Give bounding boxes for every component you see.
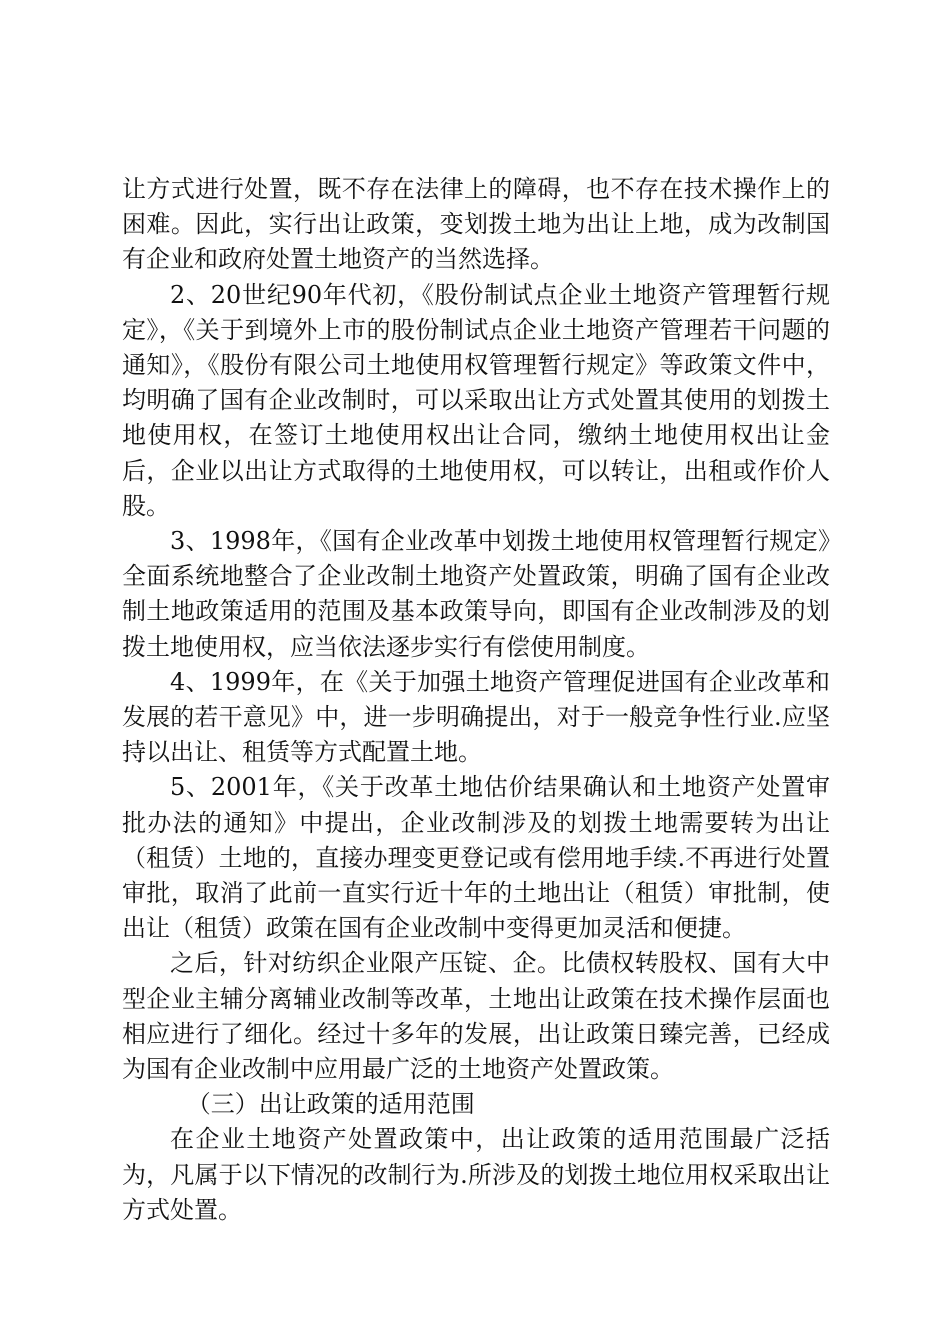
paragraph-afterwards: 之后，针对纺织企业限产压锭、企。比债权转股权、国有大中型企业主辅分离辅业改制等改革，土地出让政策在技术操作层面也相应进行了细化。经过十多年的发展，出让政策日臻完善，已经成为国有企业改制中应用最广泛的土地资产处置政策。 xyxy=(122,949,830,1084)
paragraph-item-2: 2、20世纪90年代初，《股份制试点企业土地资产管理暂行规定》，《关于到境外上市的股份制试点企业土地资产管理若干问题的通知》，《股份有限公司土地使用权管理暂行规定》等政策文件中，均明确了国有企业改制时，可以采取出让方式处置其使用的划拨土地使用权，在签订土地使用权出让合同，缴纳土地使用权出让金后，企业以出让方式取得的土地使用权，可以转让，出租或作价人股。 xyxy=(122,280,830,520)
paragraph-item-3: 3、1998年，《国有企业改革中划拨土地使用权管理暂行规定》全面系统地整合了企业改制土地资产处置政策，明确了国有企业改制土地政策适用的范围及基本政策导向，即国有企业改制涉及的划拨土地使用权，应当依法逐步实行有偿使用制度。 xyxy=(122,527,830,661)
paragraph-item-4: 4、1999年，在《关于加强土地资产管理促进国有企业改革和发展的若干意见》中，进一步明确提出，对于一般竞争性行业.应坚持以出让、租赁等方式配置土地。 xyxy=(122,667,830,767)
section-heading: （三）出让政策的适用范围 xyxy=(186,1090,475,1119)
paragraph-item-5: 5、2001年，《关于改革土地估价结果确认和土地资产处置审批办法的通知》中提出，企业改制涉及的划拨土地需要转为出让（租赁）土地的，直接办理变更登记或有偿用地手续.不再进行处置审批，取消了此前一直实行近十年的土地出让（租赁）审批制，使出让（租赁）政策在国有企业改制中变得更加灵活和便捷。 xyxy=(122,773,830,943)
document-body xyxy=(122,172,830,1228)
paragraph-scope: 在企业土地资产处置政策中，出让政策的适用范围最广泛括为，凡属于以下情况的改制行为.所涉及的划拨土地位用权采取出让方式处置。 xyxy=(122,1125,830,1224)
paragraph-continuation: 让方式进行处置，既不存在法律上的障碍，也不存在技术操作上的困难。因此，实行出让政策，变划拨土地为出让上地，成为改制国有企业和政府处置土地资产的当然选择。 xyxy=(122,175,830,274)
